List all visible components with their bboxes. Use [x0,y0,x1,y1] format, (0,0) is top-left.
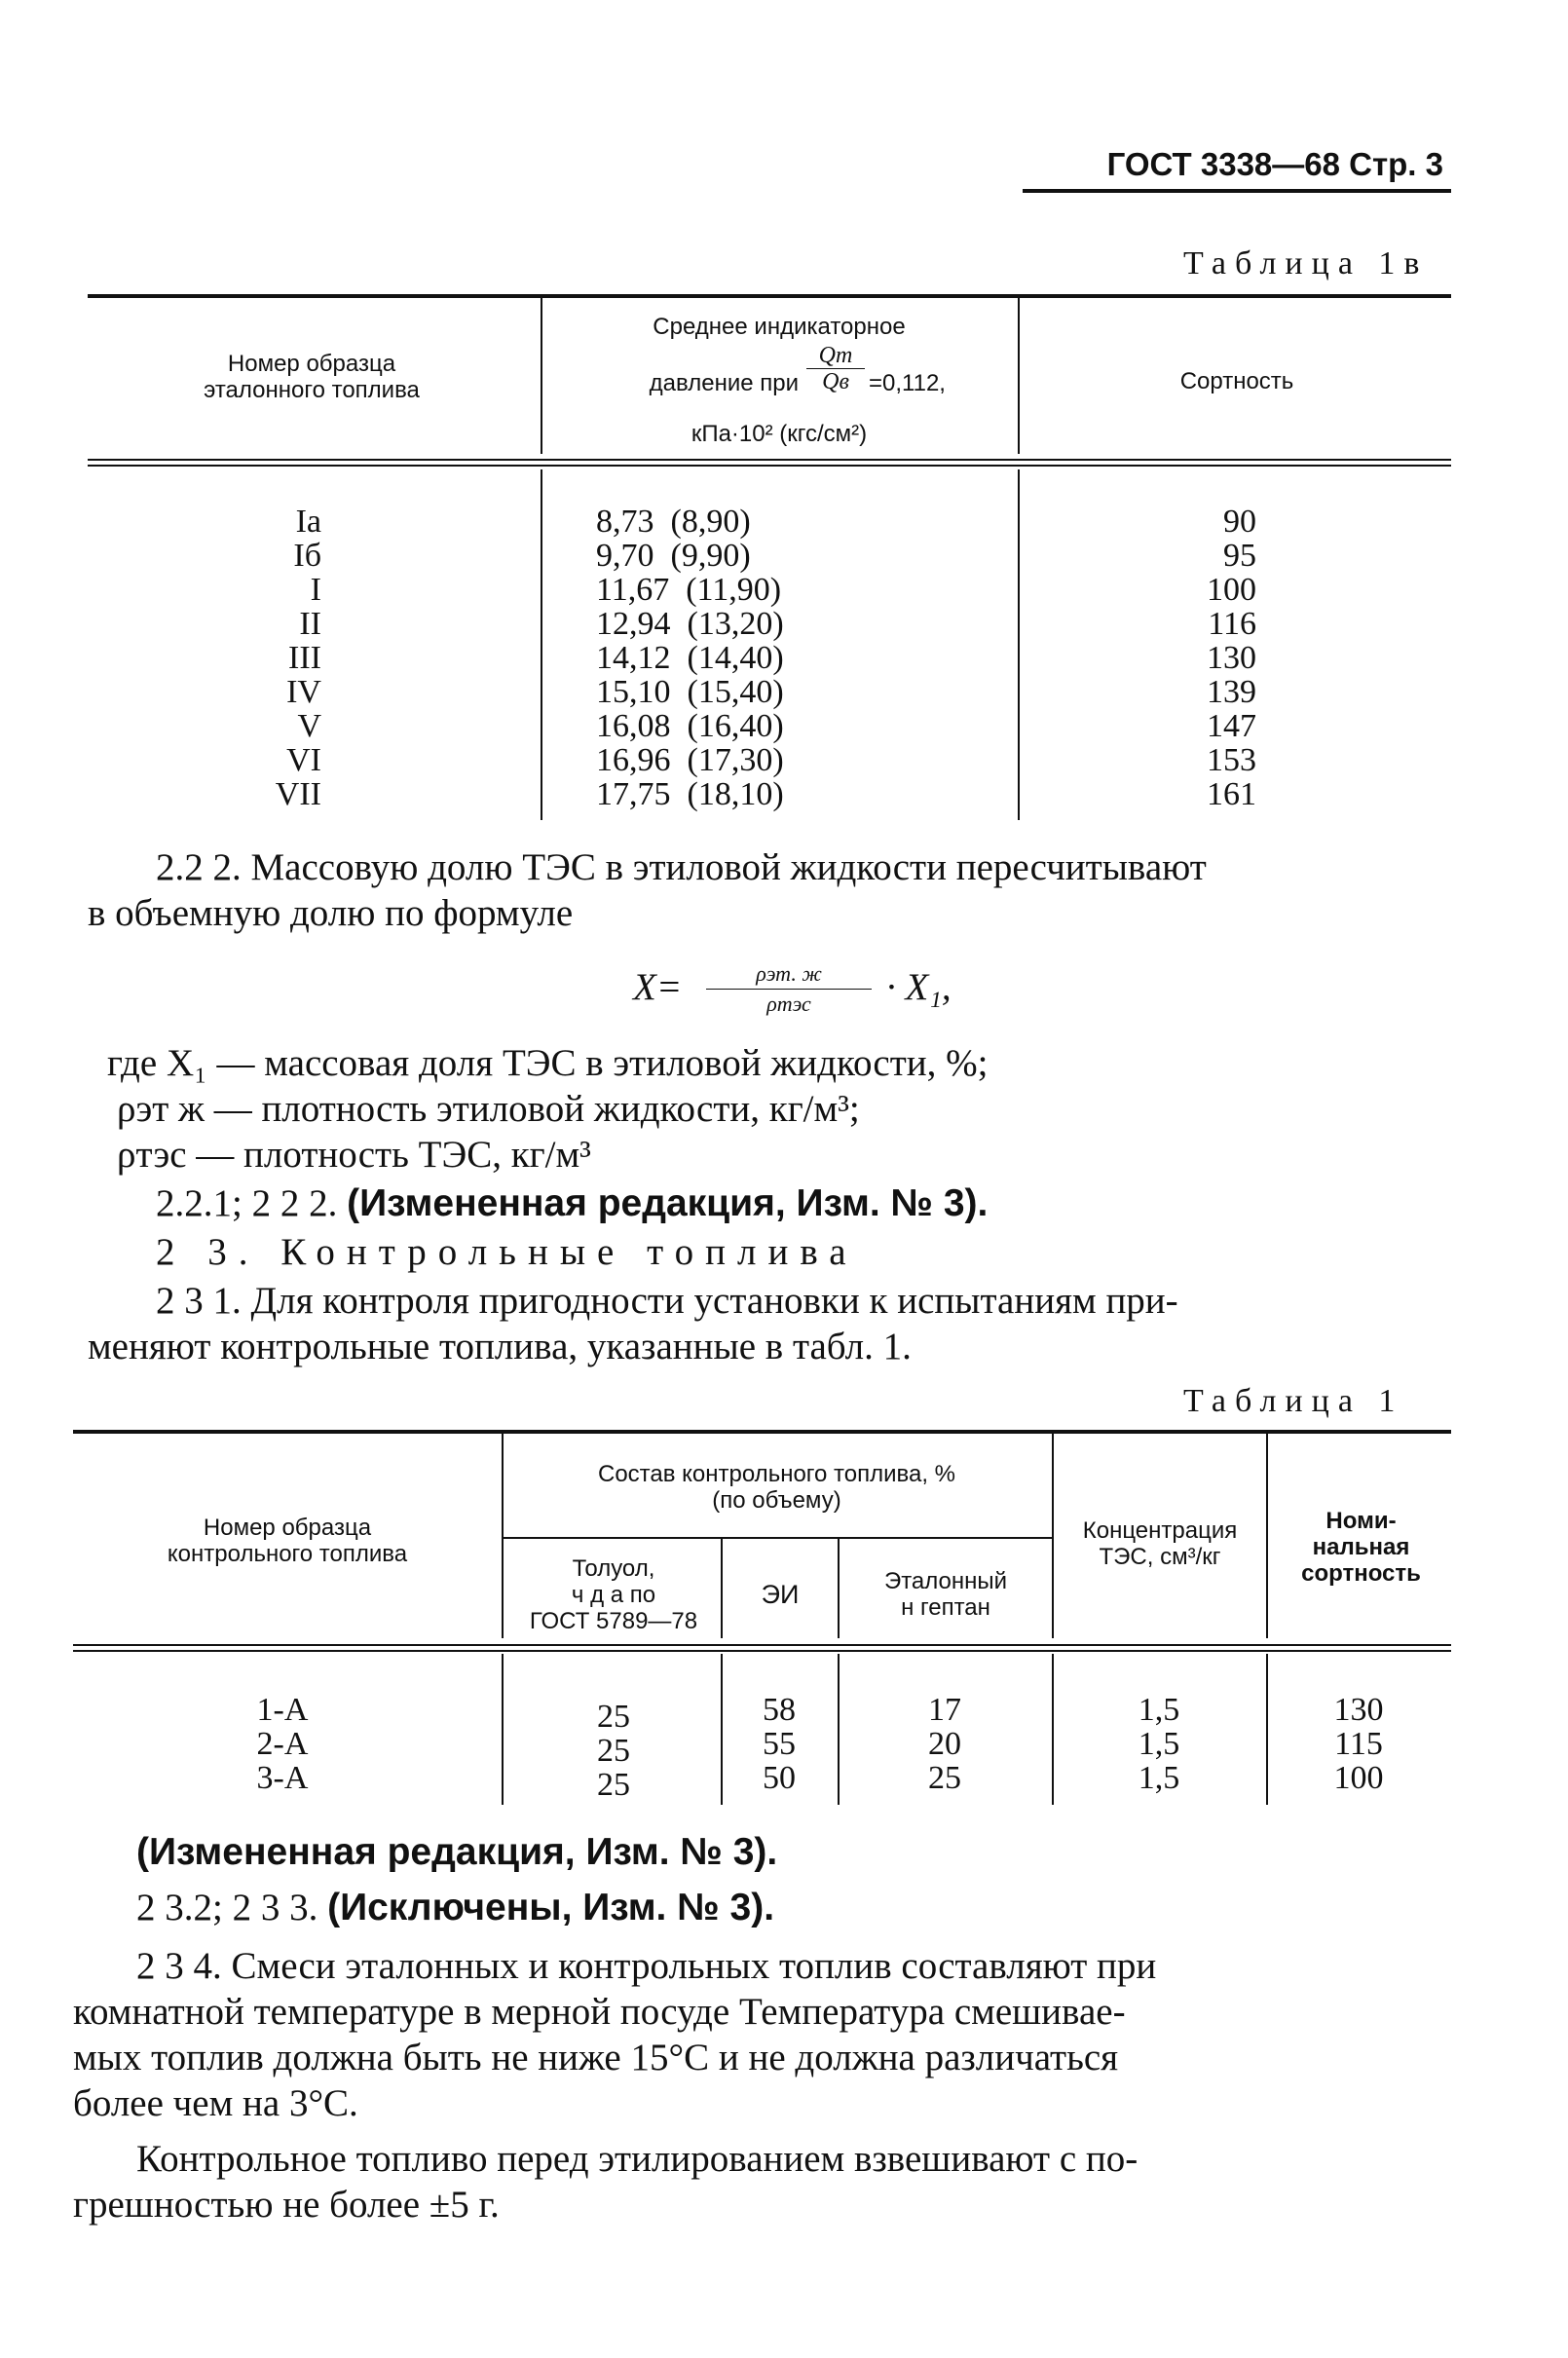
table-1-header-rule [73,1650,1451,1652]
final-paragraph-line1: Контрольное топливо перед этилированием взвешивают с по- [136,2138,1139,2180]
table-1-vline [838,1654,840,1805]
table-1v-caption: Таблица 1в [1183,245,1429,281]
table-1-heptane-column: 17 20 25 [928,1692,961,1796]
page-header: ГОСТ 3338—68 Стр. 3 [1023,146,1451,193]
table-1-header-sample: Номер образца контрольного топлива [167,1515,408,1567]
table-1-header-ei: ЭИ [761,1580,800,1609]
table-1-header-rule [73,1644,1451,1646]
table-1v-header-rule [88,459,1451,461]
paragraph-2-2-2-line2: в объемную долю по формуле [88,892,574,934]
table-1-caption: Таблица 1 [1183,1383,1404,1419]
where-x1: где X₁ — массовая доля ТЭС в этиловой жидкости, %; [107,1042,989,1084]
table-1-vline [838,1537,840,1638]
table-1-vline [1052,1654,1054,1805]
paragraph-2-3-1-line2: меняют контрольные топлива, указанные в табл. 1. [88,1326,912,1367]
table-1-vline [1052,1434,1054,1638]
table-1-vline [721,1537,723,1638]
table-1-vline [721,1654,723,1805]
table-1v-vline [1018,298,1020,454]
table-1-top-rule [73,1430,1451,1434]
paragraph-2-2-2-line1: 2.2 2. Массовую долю ТЭС в этиловой жидкости пересчитывают [156,846,1207,888]
table-1v-header-grade: Сортность [1179,368,1294,394]
paragraph-2-3-4-line4: более чем на 3°С. [73,2082,358,2124]
table-1-toluene-column: 25 25 25 [597,1699,630,1803]
changed-note-1: 2.2.1; 2 2 2. (Измененная редакция, Изм. № 3). [156,1182,989,1224]
table-1-header-heptane: Эталонный н гептан [883,1568,1008,1621]
table-1v-vline [1018,469,1020,820]
final-paragraph-line2: грешностью не более ±5 г. [73,2184,500,2226]
changed-note-2: (Измененная редакция, Изм. № 3). [136,1831,778,1873]
table-1v-sample-column: Ia Iб I II III IV V VI VII [275,504,321,812]
table-1v-pressure-column: 8,73 (8,90) 9,70 (9,90) 11,67 (11,90) 12,94 (13,20) 14,12 (14,40) 15,10 (15,40) 16,08 (16,40) 16,96 (17,30) 17,75 (18,10) [596,504,784,812]
paragraph-2-3-4-line2: комнатной температуре в мерной посуде Температура смешивае- [73,1991,1126,2033]
table-1-ei-column: 58 55 50 [763,1692,796,1796]
table-1-concentration-column: 1,5 1,5 1,5 [1138,1692,1180,1796]
paragraph-2-3-4-line3: мых топлив должна быть не ниже 15°С и не должна различаться [73,2037,1119,2078]
table-1-header-concentration: Концентрация ТЭС, см³/кг [1082,1517,1238,1570]
table-1v-vline [541,298,542,454]
where-rho-tes: ρтэс — плотность ТЭС, кг/м³ [117,1134,591,1176]
table-1-sample-column: 1-А 2-А 3-А [256,1692,309,1796]
table-1-vline [1266,1654,1268,1805]
table-1-header-composition: Состав контрольного топлива, % (по объему) [597,1461,956,1514]
table-1-subheader-rule [502,1537,1054,1539]
table-1v-grade-column: 90 95 100 116 130 139 147 153 161 [1207,504,1256,812]
paragraph-2-3-4-line1: 2 3 4. Смеси эталонных и контрольных топлив составляют при [136,1945,1157,1987]
table-1-vline [502,1434,504,1638]
table-1-header-nominal: Номи- нальная сортность [1301,1508,1421,1587]
table-1-header-toluene: Толуол, ч д а по ГОСТ 5789—78 [529,1555,698,1634]
table-1-vline [1266,1434,1268,1638]
where-rho-ethyl: ρэт ж — плотность этиловой жидкости, кг/м³; [117,1088,860,1130]
table-1v-header-sample: Номер образца эталонного топлива [204,351,420,403]
table-1-vline [502,1654,504,1805]
table-1v-vline [541,469,542,820]
table-1v-header-rule [88,465,1451,467]
paragraph-2-3-1-line1: 2 3 1. Для контроля пригодности установки к испытаниям при- [156,1280,1178,1322]
section-2-3-heading: 2 3. Контрольные топлива [156,1231,858,1273]
table-1-nominal-column: 130 115 100 [1333,1692,1384,1796]
table-1v-top-rule [88,294,1451,298]
pressure-fraction: Qт Qв [806,343,865,394]
excluded-note: 2 3.2; 2 3 3. (Исключены, Изм. № 3). [136,1887,775,1928]
